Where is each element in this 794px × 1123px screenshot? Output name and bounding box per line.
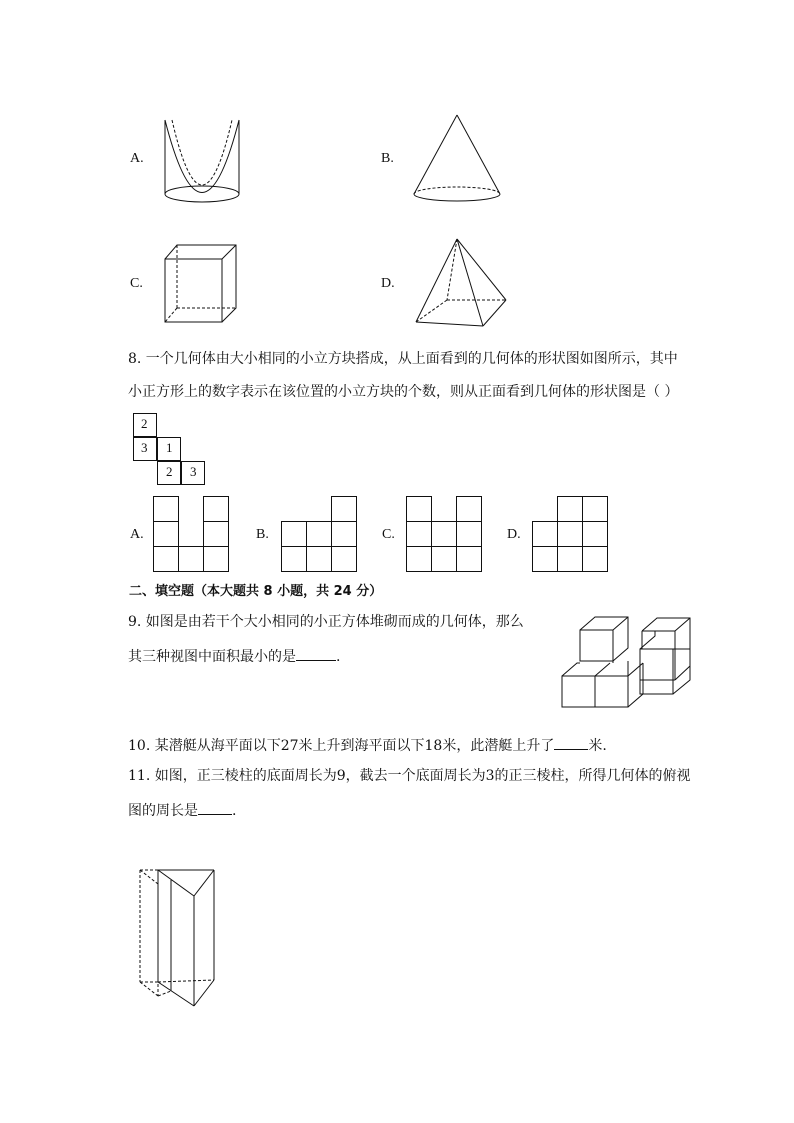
pyramid-figure [412, 236, 512, 331]
q8-option-c-figure [406, 496, 484, 574]
question-11-text: 图的周长是 [128, 803, 198, 819]
grid-number: 3 [190, 464, 197, 479]
question-10-text: 10. 某潜艇从海平面以下27米上升到海平面以下18米，此潜艇上升了 [128, 738, 555, 754]
q8-option-c-label: C. [382, 527, 395, 542]
option-a-label: A. [130, 151, 144, 166]
question-9-text: 其三种视图中面积最小的是 [128, 649, 296, 665]
cube-figure [163, 242, 241, 328]
question-9-line-1: 9. 如图是由若干个大小相同的小正方体堆砌而成的几何体，那么 [128, 614, 524, 630]
cone-figure [410, 112, 505, 207]
grid-number: 1 [166, 440, 173, 455]
cylinder-with-parabola-figure [160, 115, 245, 207]
question-11-line-2 [128, 800, 236, 821]
option-d-label: D. [381, 276, 395, 291]
answer-blank[interactable] [296, 646, 336, 661]
stacked-cubes-figure [560, 614, 696, 710]
question-8-line-1: 8. 一个几何体由大小相同的小立方块搭成，从上面看到的几何体的形状图如图所示，其中 [128, 351, 678, 367]
question-11-end: . [232, 803, 237, 819]
q8-option-a-label: A. [130, 527, 144, 542]
section-2-title: 二、填空题（本大题共 8 小题，共 24 分） [129, 584, 383, 599]
q8-option-d-label: D. [507, 527, 521, 542]
grid-number: 2 [166, 464, 173, 479]
answer-blank[interactable] [554, 735, 588, 750]
q8-option-a-figure [153, 496, 231, 574]
option-c-label: C. [130, 276, 143, 291]
q8-option-d-figure [532, 496, 610, 574]
triangular-prism-figure [136, 864, 220, 1012]
grid-number: 3 [141, 440, 148, 455]
answer-blank[interactable] [198, 800, 232, 815]
question-8-line-2: 小正方形上的数字表示在该位置的小立方块的个数，则从正面看到几何体的形状图是（ ） [128, 384, 679, 400]
question-10-end: 米. [588, 738, 607, 754]
question-11-line-1: 11. 如图，正三棱柱的底面周长为9，截去一个底面周长为3的正三棱柱，所得几何体的俯视 [128, 768, 691, 784]
question-9-end: . [336, 649, 341, 665]
grid-number: 2 [141, 416, 148, 431]
option-b-label: B. [381, 151, 394, 166]
q8-option-b-label: B. [256, 527, 269, 542]
q8-option-b-figure [281, 496, 359, 574]
question-10 [128, 735, 607, 756]
question-9-line-2 [128, 646, 340, 667]
